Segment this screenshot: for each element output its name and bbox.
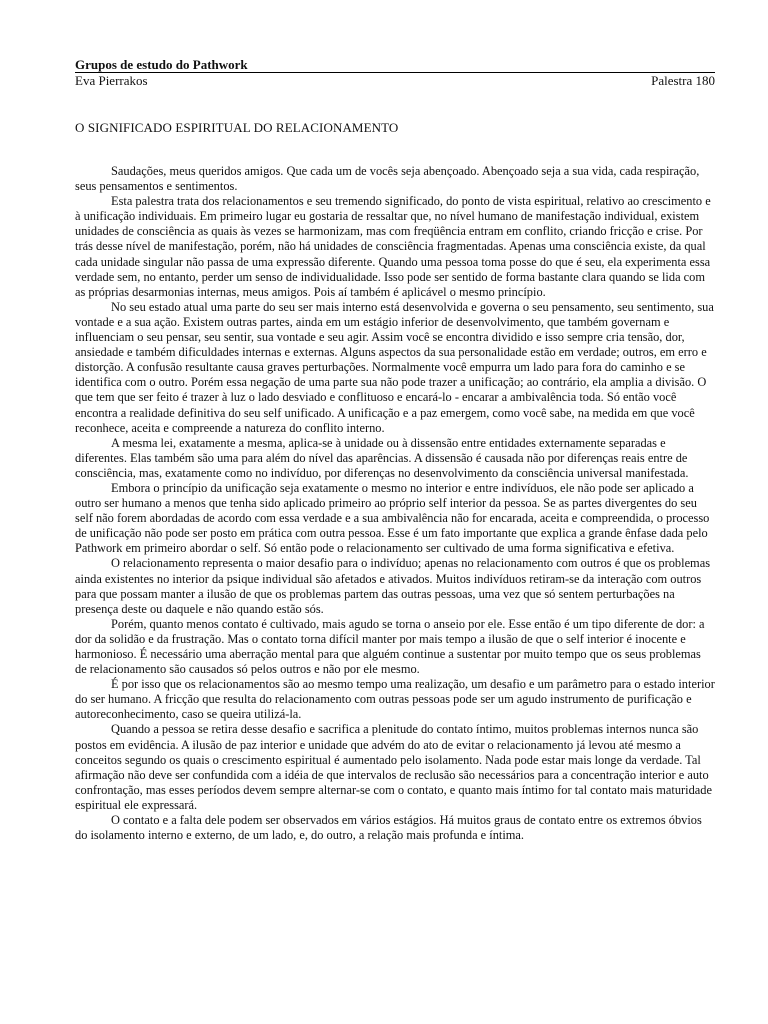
paragraph: No seu estado atual uma parte do seu ser mais interno está desenvolvida e governa o seu pensamento, seu sentimento, sua vontade e a sua ação. Existem outras partes, ainda em um estágio inferior de desenvolvimento, que também governam e influenciam o seu pensar, seu sentir, sua vontade e seu agir. Assim você se encontra dividido e isso sempre cria tensão, dor, ansiedade e também dificuldades internas e externas. Alguns aspectos da sua personalidade estão em verdade; outros, em erro e distorção. A confusão resultante causa graves perturbações. Normalmente você empurra um lado para fora do caminho e se identifica com o outro. Porém essa negação de uma parte sua não pode trazer a unificação; ao contrário, ela amplia a divisão. O que tem que ser feito é trazer à luz o lado desviado e conflituoso e encará-lo - encarar a ambivalência toda. Só então você encontra a realidade definitiva do seu self unificado. A unificação e a paz emergem, como você sabe, na medida em que você reconhece, aceita e compreende a natureza do conflito interno.	[75, 299, 714, 435]
paragraph: Saudações, meus queridos amigos. Que cada um de vocês seja abençoado. Abençoado seja a sua vida, cada respiração, seus pensamentos e sentimentos.	[75, 164, 700, 194]
paragraph: Esta palestra trata dos relacionamentos e seu tremendo significado, do ponto de vista espiritual, relativo ao crescimento e à unificação individuais. Em primeiro lugar eu gostaria de ressaltar que, no nível humano de manifestação individual, existem unidades de consciência as quais às vezes se harmonizam, mas com freqüência entram em conflito, criando fricção e crise. Por trás desse nível de manifestação, porém, não há unidades de consciência fragmentadas. Apenas uma consciência existe, da qual cada unidade singular não passa de uma expressão diferente. Quando uma pessoa toma posse do que é seu, ela experimenta essa verdade sem, no entanto, perder um senso de individualidade. Isso pode ser sentido de forma bastante clara quando se lida com as próprias desarmonias internas, meus amigos. Pois aí também é aplicável o mesmo princípio.	[75, 194, 711, 299]
paragraph: É por isso que os relacionamentos são ao mesmo tempo uma realização, um desafio e um parâmetro para o estado interior do ser humano. A fricção que resulta do relacionamento com outras pessoas pode ser um agudo instrumento de purificação e autoreconhecimento, caso se queira utilizá-la.	[75, 677, 715, 722]
paragraph: Quando a pessoa se retira desse desafio e sacrifica a plenitude do contato íntimo, muitos problemas internos nunca são postos em evidência. A ilusão de paz interior e unidade que advém do ato de evitar o relacionamento já levou até mesmo a conceitos segundo os quais o crescimento espiritual é aumentado pelo isolamento. Nada pode estar mais longe da verdade. Tal afirmação não deve ser confundida com a idéia de que intervalos de reclusão são necessários para a concentração interior e auto confrontação, mas esses períodos devem sempre alternar-se com o contato, e quanto mais íntimo for tal contato mais maturidade espiritual ele expressará.	[75, 722, 712, 812]
paragraph: O relacionamento representa o maior desafio para o indivíduo; apenas no relacionamento com outros é que os problemas ainda existentes no interior da psique individual são afetados e ativados. Muitos indivíduos retiram-se da interação com outros para que possam manter a ilusão de que os problemas partem das outras pessoas, uma vez que só sentem perturbações na presença deste ou daquele e não quando estão sós.	[75, 556, 711, 616]
lecture-number: Palestra 180	[651, 73, 715, 88]
header-line	[75, 72, 715, 88]
paragraph: A mesma lei, exatamente a mesma, aplica-se à unidade ou à dissensão entre entidades externamente separadas e diferentes. Elas também são uma para além do nível das aparências. A dissensão é causada não por diferenças reais entre de consciência, mas, exatamente como no indivíduo, por diferenças no desenvolvimento da consciência universal manifestada.	[75, 435, 689, 480]
series-title: Grupos de estudo do Pathwork	[75, 57, 248, 72]
document-header	[75, 57, 715, 88]
paragraph: Porém, quanto menos contato é cultivado, mais agudo se torna o anseio por ele. Esse então é um tipo diferente de dor: a dor da solidão e da frustração. Mas o contato torna difícil manter por mais tempo a ilusão de que o self interior é inocente e harmonioso. É necessário uma aberração mental para que alguém continue a sustentar por muito tempo que os seus problemas de relacionamento são causados só pelos outros e não por ele mesmo.	[75, 616, 705, 677]
author-name: Eva Pierrakos	[75, 73, 148, 88]
lecture-title: O SIGNIFICADO ESPIRITUAL DO RELACIONAMENTO	[75, 120, 399, 135]
paragraph: Embora o princípio da unificação seja exatamente o mesmo no interior e entre indivíduos, ele não pode ser aplicado a outro ser humano a menos que tenha sido aplicado primeiro ao próprio self interior da pessoa. Se as partes divergentes do seu self não forem abordadas de acordo com essa verdade e a sua ambivalência não for encarada, aceita e compreendida, o processo de unificação não pode ser posto em prática com outra pessoa. Esse é um fato importante que explica a grande ênfase dada pelo Pathwork em primeiro abordar o self. Só então pode o relacionamento ser cultivado de uma forma significativa e efetiva.	[75, 480, 710, 556]
paragraph: O contato e a falta dele podem ser observados em vários estágios. Há muitos graus de contato entre os extremos óbvios do isolamento interno e externo, de um lado, e, do outro, a relação mais profunda e íntima.	[75, 813, 702, 843]
body-text	[75, 164, 715, 843]
